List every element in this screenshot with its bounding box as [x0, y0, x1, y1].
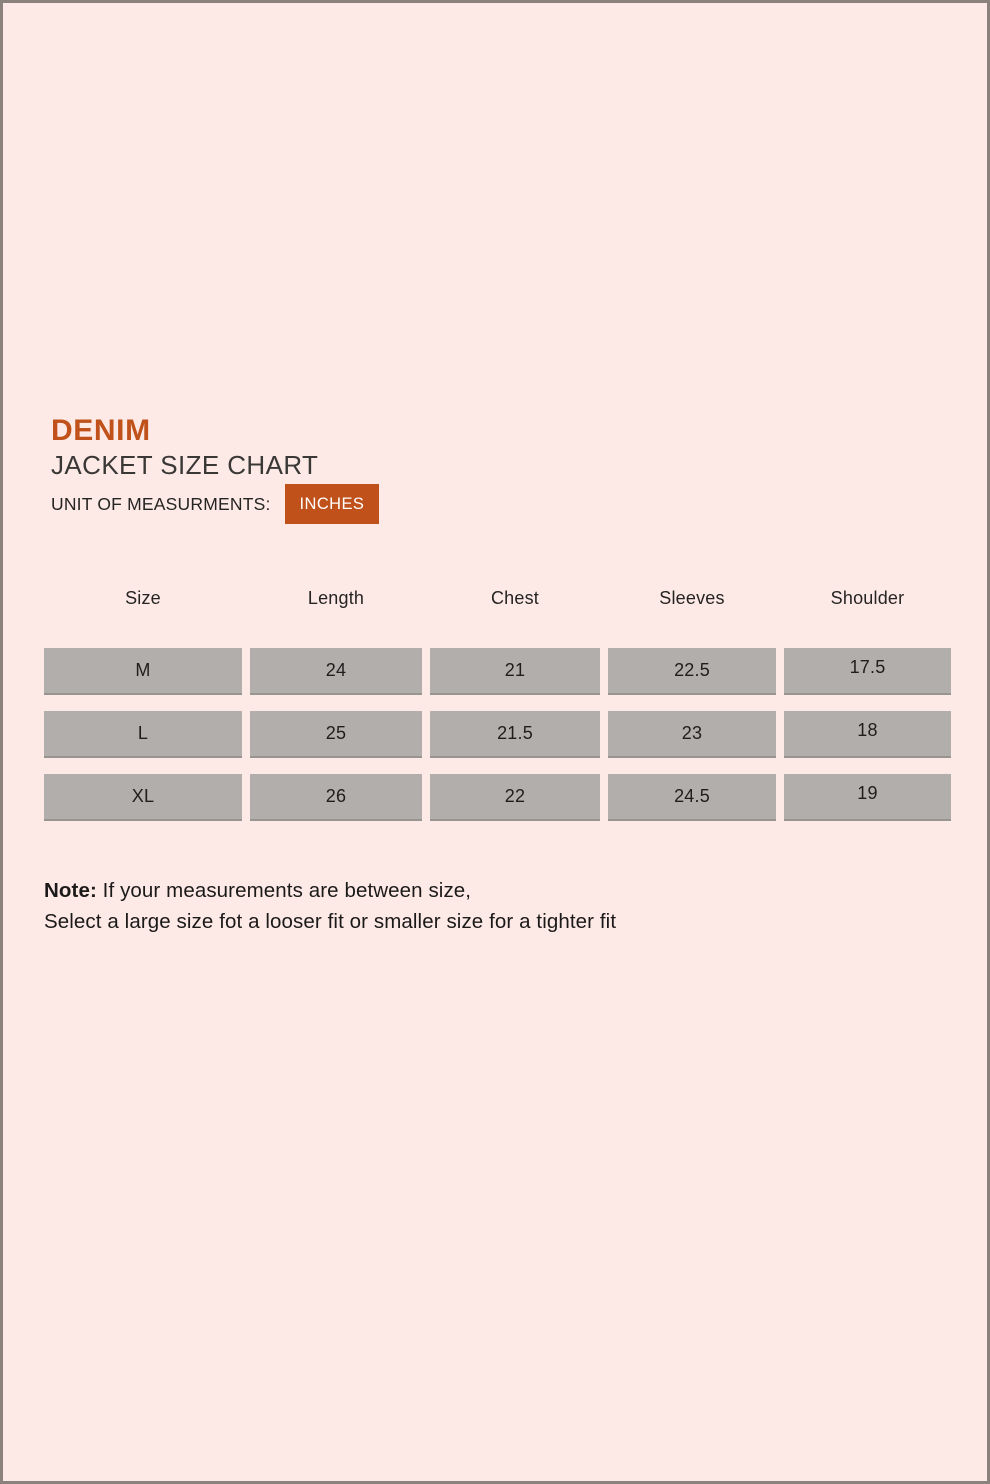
column-header-sleeves: Sleeves: [659, 587, 725, 608]
cell-sleeves-m: 22.5: [608, 648, 776, 695]
note-line-1: [44, 875, 616, 906]
cell-sleeves-l: 23: [608, 711, 776, 758]
cell-shoulder-xl-value: 19: [857, 783, 878, 803]
cell-shoulder-m: [784, 648, 951, 695]
cell-shoulder-m-value: 17.5: [849, 657, 886, 677]
cell-chest-xl: 22: [430, 774, 600, 821]
unit-inches-badge[interactable]: INCHES: [285, 484, 380, 524]
cell-length-l: 25: [250, 711, 422, 758]
unit-label: UNIT OF MEASURMENTS:: [51, 493, 271, 514]
table-header-row: [44, 580, 951, 616]
cell-size-xl: XL: [44, 774, 242, 821]
title-block: [51, 414, 318, 481]
column-header-chest: Chest: [490, 587, 540, 608]
page-subtitle: JACKET SIZE CHART: [51, 450, 319, 480]
unit-of-measurement-row: [51, 484, 379, 524]
note-text: [44, 875, 616, 937]
note-line-1-text: If your measurements are between size,: [96, 879, 472, 902]
cell-shoulder-l: [784, 711, 951, 758]
note-line-2: Select a large size fot a looser fit or smaller size for a tighter fit: [44, 910, 617, 933]
cell-size-m: M: [44, 648, 242, 695]
cell-shoulder-l-value: 18: [857, 720, 878, 740]
cell-shoulder-xl: [784, 774, 951, 821]
cell-chest-l: 21.5: [430, 711, 600, 758]
column-header-shoulder: Shoulder: [830, 587, 905, 608]
column-header-length: Length: [307, 587, 365, 608]
cell-size-l: L: [44, 711, 242, 758]
column-header-size: Size: [125, 587, 161, 608]
cell-sleeves-xl: 24.5: [608, 774, 776, 821]
note-label: Note:: [44, 879, 97, 902]
size-table-body: [44, 648, 951, 821]
cell-chest-m: 21: [430, 648, 600, 695]
cell-length-m: 24: [250, 648, 422, 695]
cell-length-xl: 26: [250, 774, 422, 821]
brand-title: DENIM: [51, 414, 151, 447]
